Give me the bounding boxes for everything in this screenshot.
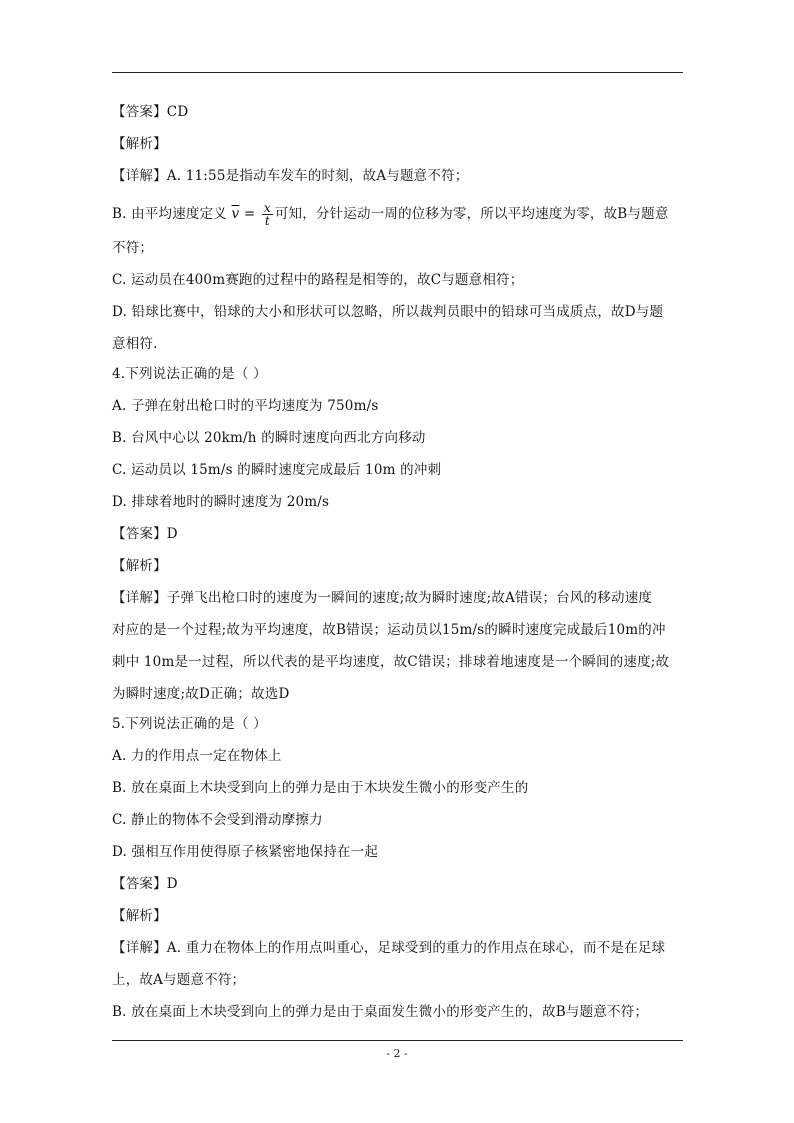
option-c: C. 运动员以 15m/s 的瞬时速度完成最后 10m 的冲刺 [112,462,442,478]
answer-label: 【答案】D [112,876,178,892]
analysis-label: 【解析】 [112,558,167,574]
option-d: D. 强相互作用使得原子核紧密地保持在一起 [112,844,379,860]
question-5: 5.下列说法正确的是（ ） [112,716,267,732]
answer-label: 【答案】CD [112,104,189,120]
analysis-label: 【解析】 [112,908,167,924]
text-line: 不符； [112,240,154,256]
answer-label: 【答案】D [112,526,178,542]
option-c: C. 静止的物体不会受到滑动摩擦力 [112,812,323,828]
header-rule [112,72,683,73]
option-a: A. 子弹在射出枪口时的平均速度为 750m/s [112,398,379,414]
formula-prefix: B. 由平均速度定义 [112,206,228,222]
formula-eq: = [239,206,260,222]
option-d: D. 排球着地时的瞬时速度为 20m/s [112,494,330,510]
option-b: B. 放在桌面上木块受到向上的弹力是由于木块发生微小的形变产生的 [112,780,529,796]
formula-v-bar: $\overline{v}$ [231,206,240,222]
text-line: 【详解】A. 11:55是指动车发车的时刻，故A与题意不符； [112,168,469,184]
formula-numerator: x [263,201,271,215]
text-line: D. 铅球比赛中，铅球的大小和形状可以忽略，所以裁判员眼中的铅球可当成质点，故D与题 [112,304,664,320]
text-line: 对应的是一个过程;故为平均速度，故B错误；运动员以15m/s的瞬时速度完成最后10m的冲 [112,622,666,638]
question-4: 4.下列说法正确的是（ ） [112,366,267,382]
text-line: C. 运动员在400m赛跑的过程中的路程是相等的，故C与题意相符； [112,272,524,288]
analysis-label: 【解析】 [112,136,167,152]
formula-suffix: 可知，分针运动一周的位移为零，所以平均速度为零，故B与题意 [274,206,669,222]
option-a: A. 力的作用点一定在物体上 [112,748,282,764]
option-b: B. 台风中心以 20km/h 的瞬时速度向西北方向移动 [112,430,426,446]
footer-rule [112,1040,683,1041]
text-line: 【详解】子弹飞出枪口时的速度为一瞬间的速度;故为瞬时速度;故A错误；台风的移动速度 [112,590,653,606]
text-line: 上，故A与题意不符； [112,972,246,988]
text-line: 为瞬时速度;故D正确；故选D [112,686,290,702]
formula-line [112,202,684,227]
formula-fraction [262,202,273,227]
page-number: - 2 - [386,1047,408,1060]
formula-denominator: t [264,214,270,228]
text-line: 【详解】A. 重力在物体上的作用点叫重心，足球受到的重力的作用点在球心，而不是在足球 [112,940,666,956]
text-line: B. 放在桌面上木块受到向上的弹力是由于桌面发生微小的形变产生的，故B与题意不符； [112,1004,649,1020]
text-line: 意相符. [112,336,158,352]
text-line: 刺中 10m是一过程，所以代表的是平均速度，故C错误；排球着地速度是一个瞬间的速度;故 [112,654,670,670]
